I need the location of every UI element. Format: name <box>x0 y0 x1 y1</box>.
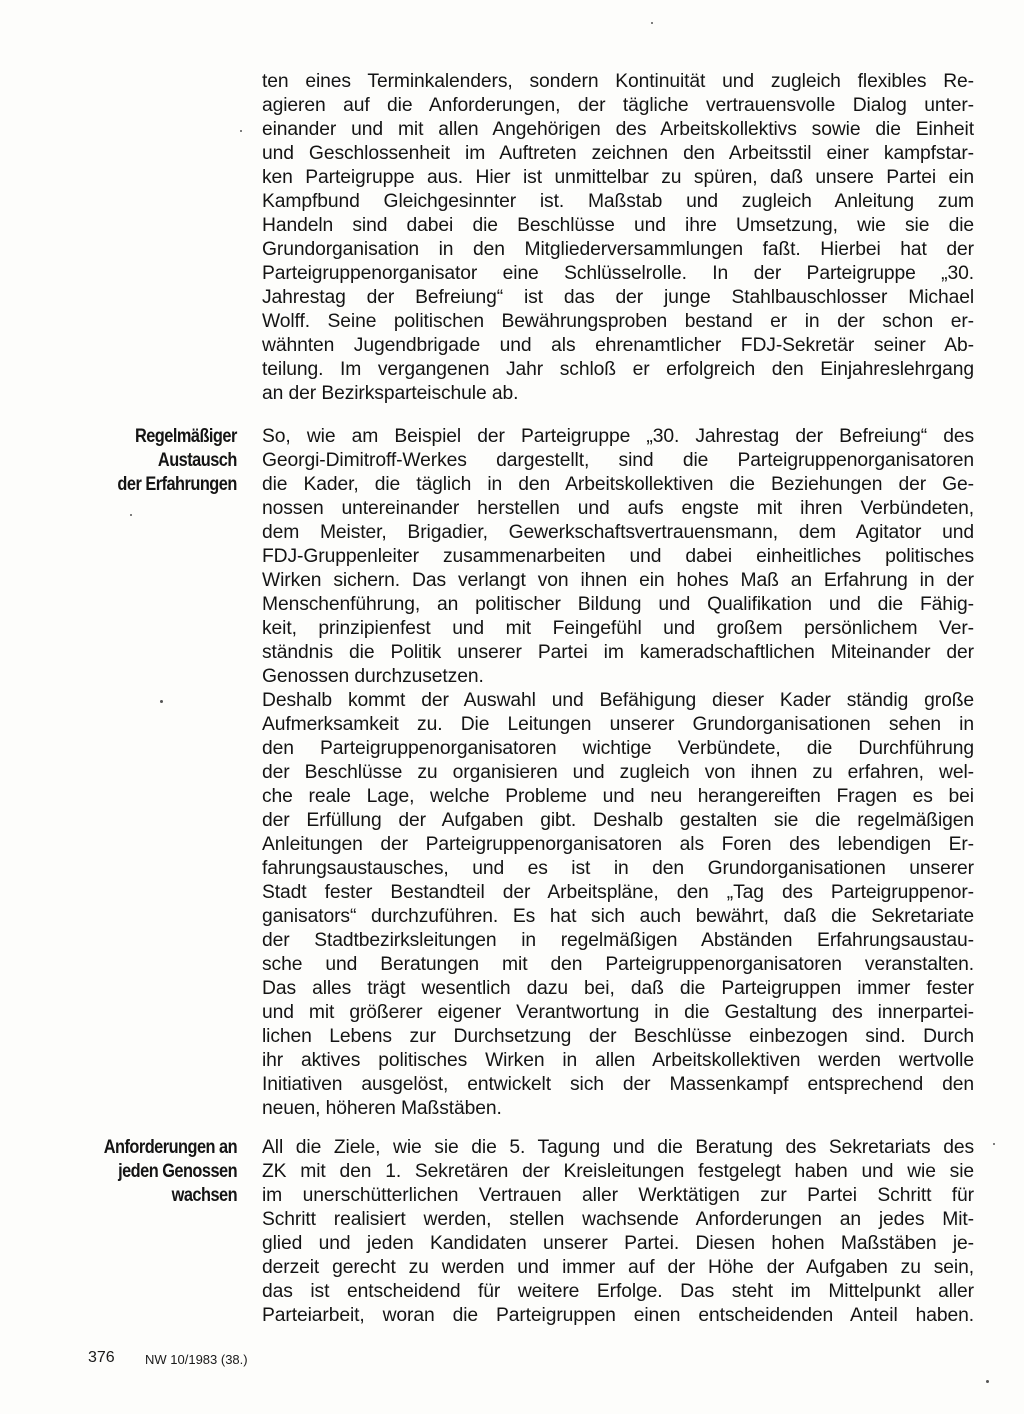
heading-line: Anforderungen an <box>103 1137 237 1158</box>
text-line: wähnten Jugendbrigade und als ehrenamtlicher FDJ-Sekretär seiner Ab- <box>262 335 974 356</box>
page-number: 376 <box>88 1349 115 1366</box>
text-line: Handeln sind dabei die Beschlüsse und ihre Umsetzung, wie sie die <box>262 215 974 236</box>
text-line: Wolff. Seine politischen Bewährungsproben bestand er in der schon er- <box>262 311 974 332</box>
text-line: Initiativen ausgelöst, entwickelt sich der Massenkampf entsprechend den <box>262 1074 974 1095</box>
text-line: und mit größerer eigener Verantwortung in die Gestaltung des innerpartei- <box>262 1002 974 1023</box>
margin-heading <box>118 425 237 497</box>
text-line: der Erfüllung der Aufgaben gibt. Deshalb gestalten sie die regelmäßigen <box>262 810 974 831</box>
text-line: Das alles trägt wesentlich dazu bei, daß die Parteigruppen immer fester <box>262 978 974 999</box>
text-line: den Parteigruppenorganisatoren wichtige Verbündete, die Durchführung <box>262 738 974 759</box>
scan-speck <box>993 1143 995 1145</box>
scan-speck <box>160 700 163 703</box>
text-line: einander und mit allen Angehörigen des Arbeitskollektivs sowie die Einheit <box>262 119 974 140</box>
heading-line: Regelmäßiger <box>135 426 237 447</box>
text-line: Anleitungen der Parteigruppenorganisatoren als Foren des lebendigen Er- <box>262 834 974 855</box>
text-line: Schritt realisiert werden, stellen wachsende Anforderungen an jedes Mit- <box>262 1209 974 1230</box>
text-line: dem Meister, Brigadier, Gewerkschaftsvertrauensmann, dem Agitator und <box>262 522 974 543</box>
heading-line: Austausch <box>158 450 237 471</box>
body-paragraph <box>262 425 974 689</box>
text-line: im unerschütterlichen Vertrauen aller Werktätigen zur Partei Schritt für <box>262 1185 974 1206</box>
text-line: neuen, höheren Maßstäben. <box>262 1098 502 1119</box>
text-line: Grundorganisation in den Mitgliederversammlungen faßt. Hierbei hat der <box>262 239 974 260</box>
text-line: agieren auf die Anforderungen, der tägliche vertrauensvolle Dialog unter- <box>262 95 974 116</box>
text-line: ken Parteigruppe aus. Hier ist unmittelbar zu spüren, daß unsere Partei ein <box>262 167 974 188</box>
text-line: keit, prinzipienfest und mit Feingefühl und großem persönlichem Ver- <box>262 618 974 639</box>
body-paragraph <box>262 1136 974 1328</box>
text-line: teilung. Im vergangenen Jahr schloß er erfolgreich den Einjahreslehrgang <box>262 359 974 380</box>
scan-speck <box>651 22 653 24</box>
heading-line: wachsen <box>171 1185 237 1206</box>
text-line: sche und Beratungen mit den Parteigruppenorganisatoren veranstalten. <box>262 954 974 975</box>
text-line: Parteigruppenorganisator eine Schlüsselrolle. In der Parteigruppe „30. <box>262 263 974 284</box>
text-line: an der Bezirksparteischule ab. <box>262 383 519 404</box>
body-paragraph <box>262 70 974 406</box>
text-line: der Beschlüsse zu organisieren und zugleich von ihnen zu erfahren, wel- <box>262 762 974 783</box>
body-paragraph <box>262 689 974 1121</box>
text-line: derzeit gerecht zu werden und immer auf der Höhe der Aufgaben zu sein, <box>262 1257 974 1278</box>
text-line: Stadt fester Bestandteil der Arbeitspläne, den „Tag des Parteigruppenor- <box>262 882 974 903</box>
text-line: ständnis die Politik unserer Partei im kameradschaftlichen Miteinander der <box>262 642 974 663</box>
text-line: Kampfbund Gleichgesinnter ist. Maßstab und zugleich Anleitung zum <box>262 191 974 212</box>
text-line: So, wie am Beispiel der Parteigruppe „30. Jahrestag der Befreiung“ des <box>262 426 974 447</box>
text-line: ZK mit den 1. Sekretären der Kreisleitungen festgelegt haben und wie sie <box>262 1161 974 1182</box>
text-line: FDJ-Gruppenleiter zusammenarbeiten und dabei einheitliches politisches <box>262 546 974 567</box>
text-line: fahrungsaustausches, und es ist in den Grundorganisationen unserer <box>262 858 974 879</box>
scan-speck <box>986 1380 989 1383</box>
text-line: und Geschlossenheit im Auftreten zeichnen den Arbeitsstil einer kampfstar- <box>262 143 974 164</box>
text-line: ten eines Terminkalenders, sondern Kontinuität und zugleich flexibles Re- <box>262 71 974 92</box>
text-line: die Kader, die täglich in den Arbeitskollektiven die Beziehungen der Ge- <box>262 474 974 495</box>
text-line: glied und jeden Kandidaten unserer Partei. Diesen hohen Maßstäben je- <box>262 1233 974 1254</box>
text-line: Wirken sichern. Das verlangt von ihnen ein hohes Maß an Erfahrung in der <box>262 570 974 591</box>
text-line: nossen untereinander herstellen und aufs engste mit ihren Verbündeten, <box>262 498 974 519</box>
scan-speck <box>240 130 242 132</box>
text-line: Jahrestag der Befreiung“ ist das der junge Stahlbauschlosser Michael <box>262 287 974 308</box>
scan-speck <box>130 514 132 516</box>
text-line: lichen Lebens zur Durchsetzung der Beschlüsse einbezogen sind. Durch <box>262 1026 974 1047</box>
text-line: Genossen durchzusetzen. <box>262 666 484 687</box>
margin-heading <box>104 1136 237 1208</box>
text-line: Menschenführung, an politischer Bildung und Qualifikation und die Fähig- <box>262 594 974 615</box>
text-line: ihr aktives politisches Wirken in allen Arbeitskollektiven werden wertvolle <box>262 1050 974 1071</box>
journal-reference: NW 10/1983 (38.) <box>145 1352 248 1367</box>
heading-line: jeden Genossen <box>117 1161 237 1182</box>
text-line: der Stadtbezirksleitungen in regelmäßigen Abständen Erfahrungsaustau- <box>262 930 974 951</box>
text-line: Georgi-Dimitroff-Werkes dargestellt, sind die Parteigruppenorganisatoren <box>262 450 974 471</box>
heading-line: der Erfahrungen <box>117 474 237 495</box>
text-line: All die Ziele, wie sie die 5. Tagung und die Beratung des Sekretariats des <box>262 1137 974 1158</box>
text-line: Parteiarbeit, woran die Parteigruppen einen entscheidenden Anteil haben. <box>262 1305 974 1326</box>
text-line: das ist entscheidend für weitere Erfolge. Das steht im Mittelpunkt aller <box>262 1281 974 1302</box>
text-line: Deshalb kommt der Auswahl und Befähigung dieser Kader ständig große <box>262 690 974 711</box>
text-line: ganisators“ durchzuführen. Es hat sich auch bewährt, daß die Sekretariate <box>262 906 974 927</box>
text-line: che reale Lage, welche Probleme und neu herangereiften Fragen es bei <box>262 786 974 807</box>
text-line: Aufmerksamkeit zu. Die Leitungen unserer Grundorganisationen sehen in <box>262 714 974 735</box>
